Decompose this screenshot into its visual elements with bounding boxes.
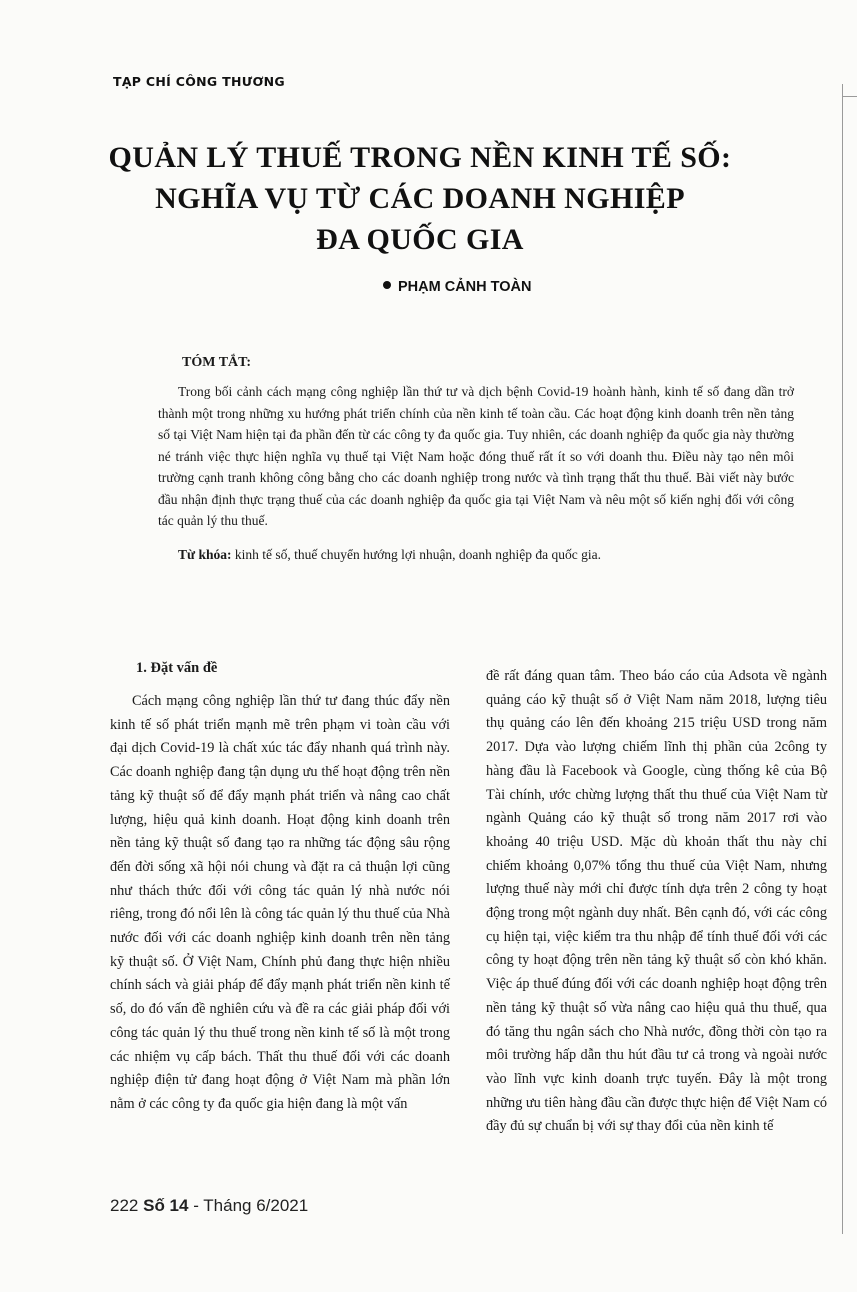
abstract-text: Trong bối cảnh cách mạng công nghiệp lần thứ tư và dịch bệnh Covid-19 hoành hành, kinh tế số đang dần trở thành một trong những xu hướng phát triển chính của nền kinh tế toàn cầu. Các hoạt động kinh doanh trên nền tảng số tại Việt Nam hiện tại đa phần đến từ các công ty đa quốc gia. Tuy nhiên, các doanh nghiệp đa quốc gia này thường né tránh việc thực hiện nghĩa vụ thuế tại Việt Nam hoặc đóng thuế rất ít so với doanh thu. Điều này tạo nên môi trường cạnh tranh không công bằng cho các doanh nghiệp trong nước và tình trạng thất thu thuế. Bài viết này bước đầu nhận định thực trạng thuế của các doanh nghiệp đa quốc gia tại Việt Nam và nêu một số kiến nghị đối với công tác quản lý thu thuế. xyxy=(158,384,794,528)
abstract-heading: TÓM TẮT: xyxy=(182,355,252,370)
page-number: 222 xyxy=(110,1196,139,1215)
keywords xyxy=(178,545,798,565)
keywords-label: Từ khóa: xyxy=(178,547,232,562)
title-line-1: QUẢN LÝ THUẾ TRONG NỀN KINH TẾ SỐ: xyxy=(108,141,732,174)
left-column xyxy=(110,690,450,1117)
bullet-icon xyxy=(383,281,391,289)
title-line-2: NGHĨA VỤ TỪ CÁC DOANH NGHIỆP xyxy=(155,182,685,215)
author-byline xyxy=(383,279,531,295)
title-line-3: ĐA QUỐC GIA xyxy=(316,223,524,256)
section-heading: 1. Đặt vấn đề xyxy=(136,660,218,676)
page-footer xyxy=(110,1196,308,1216)
author-name: PHẠM CẢNH TOÀN xyxy=(398,279,532,295)
right-column xyxy=(486,665,827,1139)
article-title xyxy=(100,137,740,260)
journal-name: TẠP CHÍ CÔNG THƯƠNG xyxy=(113,74,285,89)
right-column-paragraph: đề rất đáng quan tâm. Theo báo cáo của Adsota về ngành quảng cáo kỹ thuật số ở Việt Nam năm 2018, lượng tiêu thụ quảng cáo lên đến khoảng 215 triệu USD trong năm 2017. Dựa vào lượng chiếm lĩnh thị phần của 2công ty hàng đầu là Facebook và Google, cùng thống kê của Bộ Tài chính, ước chừng lượng thất thu thuế của Việt Nam từ ngành Quảng cáo kỹ thuật số trong năm 2017 rơi vào khoảng 40 triệu USD. Mặc dù khoản thất thu này chỉ chiếm khoảng 0,07% tổng thu thuế của Việt Nam, nhưng lượng thuế này mới chỉ được tính dựa trên 2 công ty hoạt động trong một ngành duy nhất. Bên cạnh đó, với các công cụ hiện tại, việc kiểm tra thu nhập để tính thuế đối với các công ty hoạt động trên nền tảng kỹ thuật số còn khó khăn. Việc áp thuế đúng đối với các doanh nghiệp hoạt động trên nền tảng kỹ thuật số vừa nâng cao hiệu quả thu thuế, qua đó tăng thu ngân sách cho Nhà nước, đồng thời còn tạo ra môi trường hấp dẫn thu hút đầu tư cả trong và ngoài nước vào lĩnh vực kinh doanh trực tuyến. Đây là một trong những ưu tiên hàng đầu cần được thực hiện để Việt Nam có đầy đủ sự chuẩn bị với sự thay đổi của nền kinh tế xyxy=(486,668,827,1135)
issue-date: - Tháng 6/2021 xyxy=(188,1196,309,1215)
issue-number: Số 14 xyxy=(143,1196,189,1215)
right-margin-rule xyxy=(842,84,843,1234)
keywords-text: kinh tế số, thuế chuyển hướng lợi nhuận, doanh nghiệp đa quốc gia. xyxy=(231,547,602,562)
left-column-paragraph: Cách mạng công nghiệp lần thứ tư đang thúc đẩy nền kinh tế số phát triển mạnh mẽ trên phạm vi toàn cầu với đại dịch Covid-19 là chất xúc tác đẩy nhanh quá trình này. Các doanh nghiệp đang tận dụng ưu thế hoạt động trên nền tảng kỹ thuật số để đẩy mạnh phát triển và nâng cao chất lượng, hiệu quả kinh doanh. Hoạt động kinh doanh trên nền tảng kỹ thuật số đang tạo ra những tác động sâu rộng đến đời sống xã hội nói chung và đặt ra cả thuận lợi cũng như thách thức đối với công tác quản lý nhà nước nói riêng, trong đó nổi lên là công tác quản lý thu thuế của Nhà nước đối với các doanh nghiệp kinh doanh trên nền tảng kỹ thuật số. Ở Việt Nam, Chính phủ đang thực hiện nhiều chính sách và giải pháp để đẩy mạnh phát triển nền kinh tế số, do đó vấn đề nghiên cứu và đề ra các giải pháp đối với công tác quản lý thu thuế trong nền kinh tế số là một trong các nhiệm vụ cấp bách. Thất thu thuế đối với các doanh nghiệp điện tử đang hoạt động ở Việt Nam mà phần lớn nằm ở các công ty đa quốc gia hiện đang là một vấn xyxy=(110,693,450,1112)
right-margin-tick xyxy=(842,96,857,97)
